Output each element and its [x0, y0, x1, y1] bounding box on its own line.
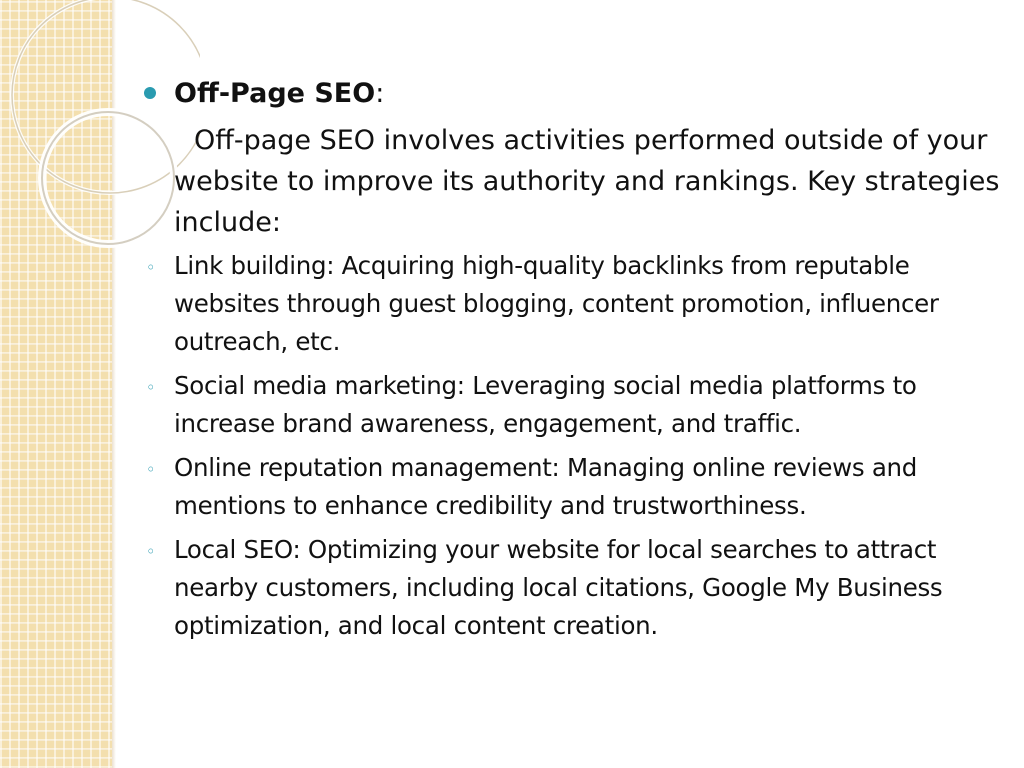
list-item	[144, 449, 1010, 525]
list-item-text: Local SEO: Optimizing your website for local searches to attract nearby customers, including local citations, Google My Business optimization, and local content creation.	[174, 535, 943, 640]
ring-bullet-icon: ◦	[146, 542, 156, 561]
ring-bullet-icon: ◦	[146, 258, 156, 277]
list-item-text: Online reputation management: Managing online reviews and mentions to enhance credibility and trustworthiness.	[174, 453, 918, 520]
heading-colon: :	[375, 78, 385, 109]
list-item	[144, 367, 1010, 443]
bullet-dot-icon	[144, 87, 156, 99]
slide-content	[142, 72, 1010, 651]
list-item-text: Social media marketing: Leveraging social media platforms to increase brand awareness, engagement, and traffic.	[174, 371, 917, 438]
ring-bullet-icon: ◦	[146, 378, 156, 397]
list-item	[144, 531, 1010, 645]
list-item	[144, 247, 1010, 361]
section-description: Off-page SEO involves activities performed outside of your website to improve its authority and rankings. Key strategies include:	[174, 125, 1000, 238]
strategy-list	[142, 247, 1010, 645]
main-bullet-item	[142, 72, 1010, 243]
ring-bullet-icon: ◦	[146, 460, 156, 479]
list-item-text: Link building: Acquiring high-quality backlinks from reputable websites through guest blogging, content promotion, influencer outreach, etc.	[174, 251, 939, 356]
section-heading: Off-Page SEO	[174, 78, 376, 109]
